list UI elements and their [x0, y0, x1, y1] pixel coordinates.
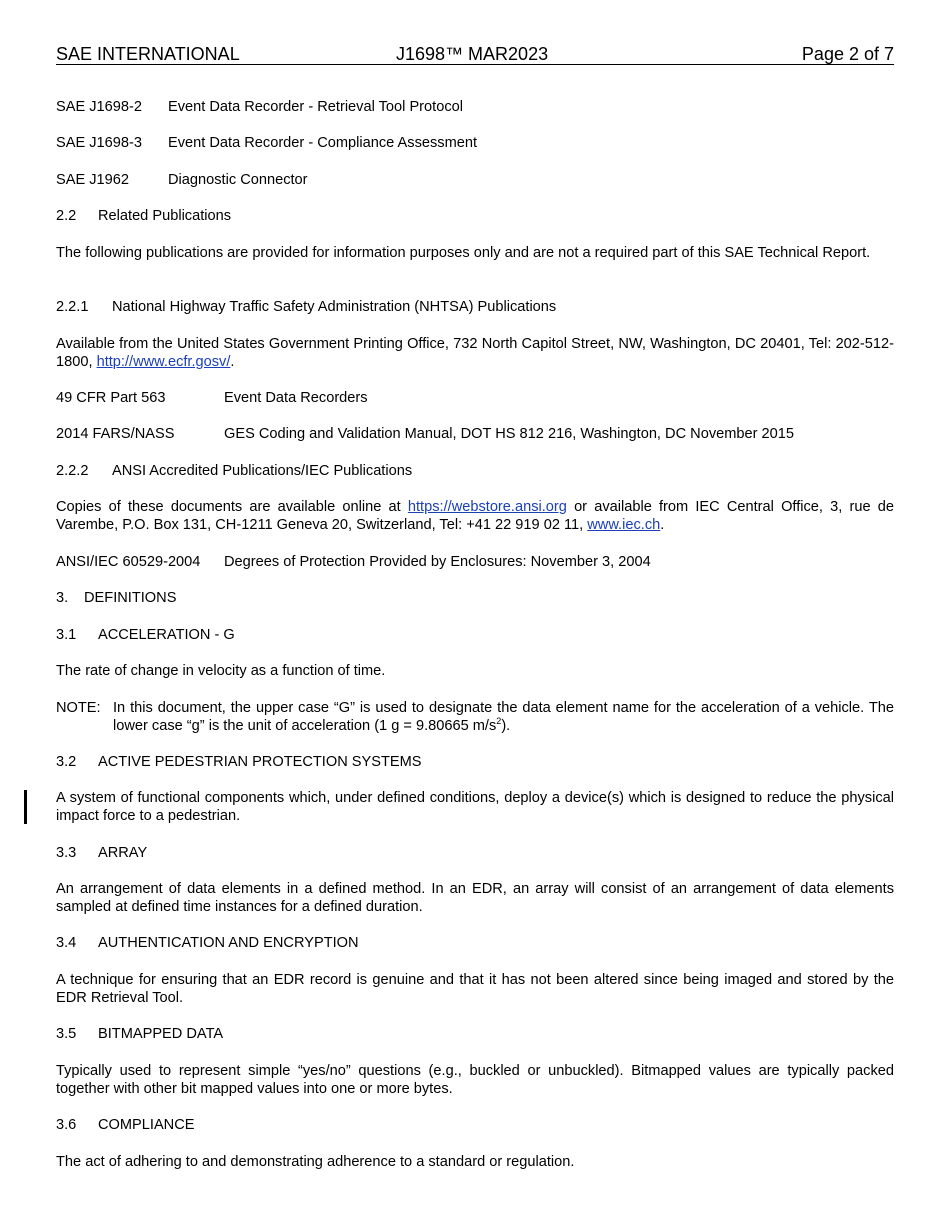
definition-text: Typically used to represent simple “yes/no” questions (e.g., buckled or unbuckled). Bitmapped values are typically packed together with other bit mapped values into one or more bytes.: [56, 1063, 894, 1097]
section-number: 3.: [56, 590, 69, 606]
definition-title: ARRAY: [98, 845, 148, 861]
note-body: In this document, the upper case “G” is used to designate the data element name for the acceleration of a vehicle. The lower case “g” is the unit of acceleration (1 g = 9.80665 m/s: [113, 700, 894, 734]
note-label: NOTE:: [56, 700, 101, 716]
reference-code: ANSI/IEC 60529-2004: [56, 554, 201, 570]
header-page-number: Page 2 of 7: [801, 44, 894, 64]
reference-code: SAE J1962: [56, 172, 130, 188]
paragraph-text: or available from IEC Central Office, 3, rue de Varembe, P.O. Box 131, CH-1211 Geneva 20, Switzerland, Tel: +41 22 919 02 11,: [56, 499, 894, 533]
paragraph: [56, 335, 894, 371]
page-header: [56, 44, 894, 65]
definition-title: ACCELERATION - G: [98, 627, 235, 643]
section-title: Related Publications: [98, 208, 232, 224]
reference-title: Event Data Recorders: [224, 390, 368, 406]
definition-number: 3.5: [56, 1026, 77, 1042]
section-number: 2.2.1: [56, 299, 89, 315]
reference-code: SAE J1698-3: [56, 135, 142, 151]
reference-code: 2014 FARS/NASS: [56, 426, 175, 442]
iec-link[interactable]: www.iec.ch: [587, 517, 661, 533]
definition-text: A system of functional components which, under defined conditions, deploy a device(s) which is designed to reduce the physical impact force to a pedestrian.: [56, 790, 894, 824]
definition-number: 3.4: [56, 935, 77, 951]
definition-number: 3.2: [56, 754, 77, 770]
note-text: [113, 699, 894, 735]
revision-change-bar: [24, 790, 27, 824]
reference-code: 49 CFR Part 563: [56, 390, 166, 406]
paragraph-text: Copies of these documents are available online at: [56, 499, 408, 515]
section-title: National Highway Traffic Safety Administration (NHTSA) Publications: [112, 299, 557, 315]
reference-title: GES Coding and Validation Manual, DOT HS 812 216, Washington, DC November 2015: [224, 426, 795, 442]
note: [56, 699, 894, 735]
definition-title: AUTHENTICATION AND ENCRYPTION: [98, 935, 359, 951]
definition-title: COMPLIANCE: [98, 1117, 195, 1133]
paragraph-text: Available from the United States Government Printing Office, 732 North Capitol Street, NW, Washington, DC 20401, Tel: 202-512-1800,: [56, 336, 894, 370]
section-title: ANSI Accredited Publications/IEC Publications: [112, 463, 413, 479]
reference-code: SAE J1698-2: [56, 99, 142, 115]
reference-title: Degrees of Protection Provided by Enclosures: November 3, 2004: [224, 554, 651, 570]
definition-number: 3.1: [56, 627, 77, 643]
reference-title: Event Data Recorder - Compliance Assessment: [168, 135, 478, 151]
note-superscript: 2: [496, 716, 502, 727]
header-organization: SAE INTERNATIONAL: [56, 44, 240, 64]
definition-number: 3.6: [56, 1117, 77, 1133]
section-number: 2.2.2: [56, 463, 89, 479]
definition-text: An arrangement of data elements in a defined method. In an EDR, an array will consist of an arrangement of data elements sampled at defined time instances for a defined duration.: [56, 881, 894, 915]
definition-text: The rate of change in velocity as a function of time.: [56, 663, 386, 679]
ansi-webstore-link[interactable]: https://webstore.ansi.org: [407, 499, 567, 515]
paragraph: The following publications are provided for information purposes only and are not a required part of this SAE Technical Report.: [56, 245, 871, 261]
definition-text: The act of adhering to and demonstrating adherence to a standard or regulation.: [56, 1154, 575, 1170]
definition-number: 3.3: [56, 845, 77, 861]
reference-title: Diagnostic Connector: [168, 172, 308, 188]
section-title: DEFINITIONS: [84, 590, 177, 606]
section-number: 2.2: [56, 208, 77, 224]
ecfr-link[interactable]: http://www.ecfr.gosv/: [96, 354, 231, 370]
definition-text: A technique for ensuring that an EDR record is genuine and that it has not been altered since being imaged and stored by the EDR Retrieval Tool.: [56, 972, 894, 1006]
reference-title: Event Data Recorder - Retrieval Tool Protocol: [168, 99, 463, 115]
definition-title: BITMAPPED DATA: [98, 1026, 224, 1042]
definition-title: ACTIVE PEDESTRIAN PROTECTION SYSTEMS: [98, 754, 422, 770]
header-document-id: J1698™ MAR2023: [396, 44, 549, 64]
paragraph-end: .: [230, 354, 235, 370]
paragraph: [56, 498, 894, 534]
paragraph-end: .: [660, 517, 665, 533]
note-end: ).: [501, 718, 511, 734]
